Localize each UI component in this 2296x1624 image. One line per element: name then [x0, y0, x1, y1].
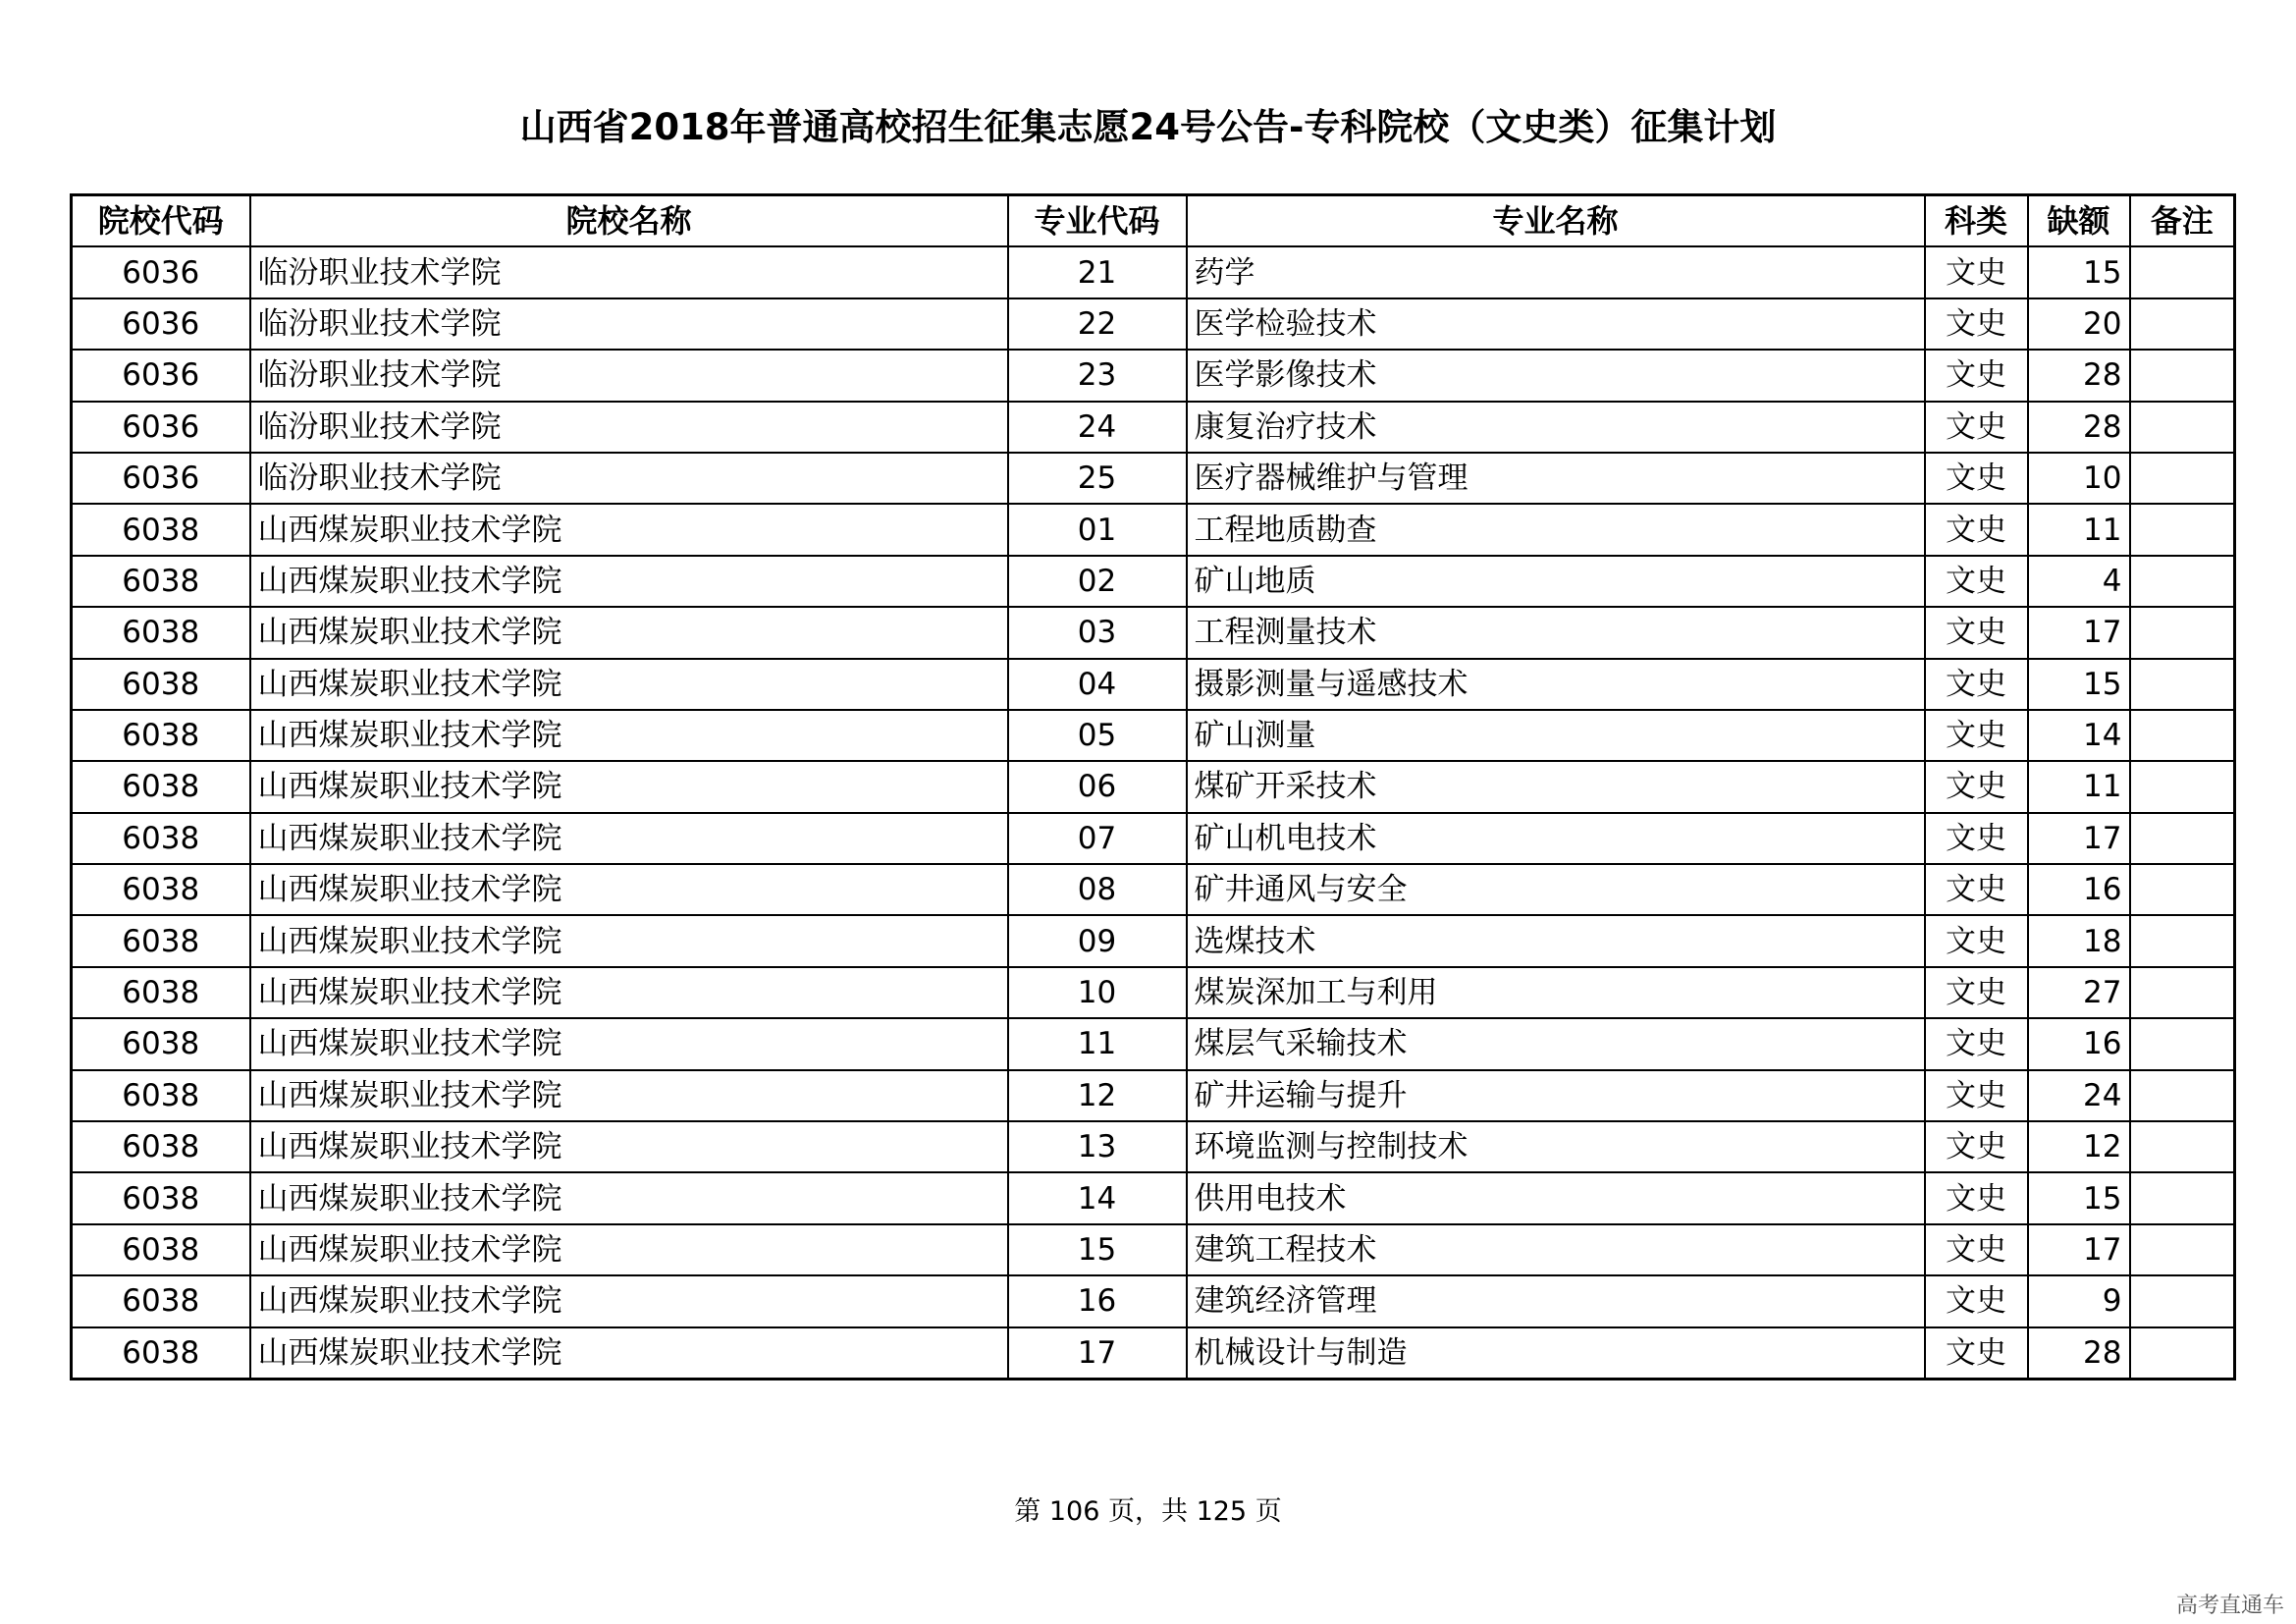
school-code-cell: 6038 — [72, 1275, 250, 1326]
school-code-cell: 6038 — [72, 607, 250, 658]
major-code-cell: 12 — [1008, 1070, 1187, 1121]
school-name-cell: 山西煤炭职业技术学院 — [250, 556, 1008, 607]
major-code-cell: 21 — [1008, 246, 1187, 298]
school-code-cell: 6038 — [72, 967, 250, 1018]
vacancy-cell: 28 — [2028, 350, 2130, 401]
table-row — [72, 659, 2235, 710]
school-code-cell: 6038 — [72, 761, 250, 812]
table-row — [72, 298, 2235, 350]
remarks-cell — [2130, 607, 2235, 658]
category-cell: 文史 — [1925, 402, 2028, 453]
vacancy-cell: 17 — [2028, 813, 2130, 864]
category-cell: 文史 — [1925, 350, 2028, 401]
vacancy-cell: 28 — [2028, 402, 2130, 453]
table-row — [72, 1172, 2235, 1223]
vacancy-cell: 11 — [2028, 761, 2130, 812]
school-code-cell: 6038 — [72, 1224, 250, 1275]
vacancy-cell: 27 — [2028, 967, 2130, 1018]
table-row — [72, 1121, 2235, 1172]
school-name-cell: 山西煤炭职业技术学院 — [250, 1327, 1008, 1380]
school-name-cell: 山西煤炭职业技术学院 — [250, 915, 1008, 966]
major-code-cell: 15 — [1008, 1224, 1187, 1275]
category-cell: 文史 — [1925, 710, 2028, 761]
school-code-cell: 6038 — [72, 504, 250, 555]
major-code-cell: 13 — [1008, 1121, 1187, 1172]
major-name-cell: 供用电技术 — [1187, 1172, 1925, 1223]
category-cell: 文史 — [1925, 246, 2028, 298]
remarks-cell — [2130, 1172, 2235, 1223]
school-name-cell: 山西煤炭职业技术学院 — [250, 1070, 1008, 1121]
category-cell: 文史 — [1925, 1224, 2028, 1275]
major-code-cell: 16 — [1008, 1275, 1187, 1326]
major-code-cell: 08 — [1008, 864, 1187, 915]
table-row — [72, 556, 2235, 607]
school-name-cell: 山西煤炭职业技术学院 — [250, 813, 1008, 864]
table-row — [72, 864, 2235, 915]
table-row — [72, 710, 2235, 761]
school-name-cell: 山西煤炭职业技术学院 — [250, 1224, 1008, 1275]
major-name-cell: 工程测量技术 — [1187, 607, 1925, 658]
vacancy-cell: 15 — [2028, 659, 2130, 710]
school-name-cell: 山西煤炭职业技术学院 — [250, 607, 1008, 658]
major-code-cell: 14 — [1008, 1172, 1187, 1223]
header-school-name: 院校名称 — [250, 195, 1008, 247]
major-code-cell: 23 — [1008, 350, 1187, 401]
remarks-cell — [2130, 1018, 2235, 1069]
school-name-cell: 临汾职业技术学院 — [250, 350, 1008, 401]
major-name-cell: 摄影测量与遥感技术 — [1187, 659, 1925, 710]
table-row — [72, 453, 2235, 504]
vacancy-cell: 12 — [2028, 1121, 2130, 1172]
remarks-cell — [2130, 967, 2235, 1018]
school-code-cell: 6038 — [72, 556, 250, 607]
major-name-cell: 煤炭深加工与利用 — [1187, 967, 1925, 1018]
school-code-cell: 6036 — [72, 350, 250, 401]
table-row — [72, 1224, 2235, 1275]
header-major-name: 专业名称 — [1187, 195, 1925, 247]
major-code-cell: 09 — [1008, 915, 1187, 966]
table-row — [72, 504, 2235, 555]
major-name-cell: 选煤技术 — [1187, 915, 1925, 966]
vacancy-cell: 16 — [2028, 1018, 2130, 1069]
category-cell: 文史 — [1925, 607, 2028, 658]
vacancy-cell: 24 — [2028, 1070, 2130, 1121]
table-row — [72, 915, 2235, 966]
remarks-cell — [2130, 556, 2235, 607]
major-name-cell: 医学影像技术 — [1187, 350, 1925, 401]
remarks-cell — [2130, 864, 2235, 915]
school-code-cell: 6036 — [72, 453, 250, 504]
remarks-cell — [2130, 1121, 2235, 1172]
school-name-cell: 山西煤炭职业技术学院 — [250, 967, 1008, 1018]
major-code-cell: 25 — [1008, 453, 1187, 504]
category-cell: 文史 — [1925, 813, 2028, 864]
vacancy-cell: 16 — [2028, 864, 2130, 915]
school-code-cell: 6038 — [72, 1172, 250, 1223]
major-name-cell: 矿山机电技术 — [1187, 813, 1925, 864]
category-cell: 文史 — [1925, 915, 2028, 966]
school-code-cell: 6038 — [72, 915, 250, 966]
school-code-cell: 6038 — [72, 710, 250, 761]
school-code-cell: 6038 — [72, 1327, 250, 1380]
major-name-cell: 医学检验技术 — [1187, 298, 1925, 350]
vacancy-cell: 17 — [2028, 1224, 2130, 1275]
major-name-cell: 矿山地质 — [1187, 556, 1925, 607]
school-code-cell: 6038 — [72, 1070, 250, 1121]
school-name-cell: 山西煤炭职业技术学院 — [250, 710, 1008, 761]
watermark-text: 高考直通车 — [2175, 1594, 2284, 1618]
table-row — [72, 1070, 2235, 1121]
remarks-cell — [2130, 761, 2235, 812]
table-body — [72, 246, 2235, 1379]
school-code-cell: 6038 — [72, 864, 250, 915]
table-row — [72, 813, 2235, 864]
category-cell: 文史 — [1925, 967, 2028, 1018]
school-name-cell: 山西煤炭职业技术学院 — [250, 1275, 1008, 1326]
major-name-cell: 药学 — [1187, 246, 1925, 298]
remarks-cell — [2130, 1275, 2235, 1326]
remarks-cell — [2130, 1224, 2235, 1275]
major-name-cell: 工程地质勘查 — [1187, 504, 1925, 555]
school-name-cell: 山西煤炭职业技术学院 — [250, 1018, 1008, 1069]
category-cell: 文史 — [1925, 1275, 2028, 1326]
major-name-cell: 机械设计与制造 — [1187, 1327, 1925, 1380]
category-cell: 文史 — [1925, 1070, 2028, 1121]
major-name-cell: 煤层气采输技术 — [1187, 1018, 1925, 1069]
school-code-cell: 6036 — [72, 246, 250, 298]
school-name-cell: 临汾职业技术学院 — [250, 246, 1008, 298]
school-name-cell: 临汾职业技术学院 — [250, 453, 1008, 504]
page-title: 山西省2018年普通高校招生征集志愿24号公告-专科院校（文史类）征集计划 — [519, 106, 1777, 148]
major-name-cell: 建筑工程技术 — [1187, 1224, 1925, 1275]
school-code-cell: 6038 — [72, 659, 250, 710]
table-row — [72, 350, 2235, 401]
major-code-cell: 02 — [1008, 556, 1187, 607]
major-code-cell: 10 — [1008, 967, 1187, 1018]
vacancy-cell: 4 — [2028, 556, 2130, 607]
major-code-cell: 01 — [1008, 504, 1187, 555]
school-name-cell: 山西煤炭职业技术学院 — [250, 504, 1008, 555]
school-code-cell: 6038 — [72, 1018, 250, 1069]
category-cell: 文史 — [1925, 659, 2028, 710]
table-row — [72, 607, 2235, 658]
school-code-cell: 6038 — [72, 1121, 250, 1172]
school-name-cell: 山西煤炭职业技术学院 — [250, 1172, 1008, 1223]
category-cell: 文史 — [1925, 1121, 2028, 1172]
vacancy-cell: 15 — [2028, 246, 2130, 298]
table-row — [72, 1275, 2235, 1326]
major-code-cell: 04 — [1008, 659, 1187, 710]
vacancy-cell: 11 — [2028, 504, 2130, 555]
major-name-cell: 环境监测与控制技术 — [1187, 1121, 1925, 1172]
remarks-cell — [2130, 453, 2235, 504]
table-row — [72, 246, 2235, 298]
vacancy-cell: 18 — [2028, 915, 2130, 966]
category-cell: 文史 — [1925, 504, 2028, 555]
major-name-cell: 矿井运输与提升 — [1187, 1070, 1925, 1121]
category-cell: 文史 — [1925, 761, 2028, 812]
school-code-cell: 6038 — [72, 813, 250, 864]
category-cell: 文史 — [1925, 1327, 2028, 1380]
major-code-cell: 03 — [1008, 607, 1187, 658]
header-category: 科类 — [1925, 195, 2028, 247]
category-cell: 文史 — [1925, 556, 2028, 607]
table-row — [72, 761, 2235, 812]
school-code-cell: 6036 — [72, 402, 250, 453]
major-code-cell: 11 — [1008, 1018, 1187, 1069]
major-code-cell: 22 — [1008, 298, 1187, 350]
school-name-cell: 临汾职业技术学院 — [250, 402, 1008, 453]
remarks-cell — [2130, 915, 2235, 966]
major-name-cell: 医疗器械维护与管理 — [1187, 453, 1925, 504]
enrollment-plan-table — [70, 193, 2236, 1380]
remarks-cell — [2130, 1070, 2235, 1121]
table-row — [72, 402, 2235, 453]
major-name-cell: 康复治疗技术 — [1187, 402, 1925, 453]
vacancy-cell: 20 — [2028, 298, 2130, 350]
remarks-cell — [2130, 246, 2235, 298]
enrollment-plan-table-container — [70, 193, 2233, 1380]
table-row — [72, 967, 2235, 1018]
header-school-code: 院校代码 — [72, 195, 250, 247]
vacancy-cell: 15 — [2028, 1172, 2130, 1223]
table-row — [72, 1327, 2235, 1380]
page-number: 第 106 页，共 125 页 — [1014, 1496, 1282, 1527]
major-name-cell: 煤矿开采技术 — [1187, 761, 1925, 812]
header-remarks: 备注 — [2130, 195, 2235, 247]
major-code-cell: 07 — [1008, 813, 1187, 864]
major-code-cell: 24 — [1008, 402, 1187, 453]
school-name-cell: 山西煤炭职业技术学院 — [250, 1121, 1008, 1172]
school-name-cell: 山西煤炭职业技术学院 — [250, 761, 1008, 812]
major-name-cell: 矿井通风与安全 — [1187, 864, 1925, 915]
vacancy-cell: 9 — [2028, 1275, 2130, 1326]
category-cell: 文史 — [1925, 1172, 2028, 1223]
major-code-cell: 17 — [1008, 1327, 1187, 1380]
school-name-cell: 临汾职业技术学院 — [250, 298, 1008, 350]
category-cell: 文史 — [1925, 298, 2028, 350]
header-vacancy: 缺额 — [2028, 195, 2130, 247]
major-code-cell: 06 — [1008, 761, 1187, 812]
school-name-cell: 山西煤炭职业技术学院 — [250, 864, 1008, 915]
remarks-cell — [2130, 710, 2235, 761]
major-name-cell: 建筑经济管理 — [1187, 1275, 1925, 1326]
vacancy-cell: 28 — [2028, 1327, 2130, 1380]
major-name-cell: 矿山测量 — [1187, 710, 1925, 761]
header-major-code: 专业代码 — [1008, 195, 1187, 247]
remarks-cell — [2130, 1327, 2235, 1380]
remarks-cell — [2130, 402, 2235, 453]
vacancy-cell: 10 — [2028, 453, 2130, 504]
remarks-cell — [2130, 504, 2235, 555]
category-cell: 文史 — [1925, 864, 2028, 915]
category-cell: 文史 — [1925, 453, 2028, 504]
major-code-cell: 05 — [1008, 710, 1187, 761]
school-name-cell: 山西煤炭职业技术学院 — [250, 659, 1008, 710]
remarks-cell — [2130, 813, 2235, 864]
remarks-cell — [2130, 659, 2235, 710]
vacancy-cell: 14 — [2028, 710, 2130, 761]
remarks-cell — [2130, 350, 2235, 401]
table-row — [72, 1018, 2235, 1069]
category-cell: 文史 — [1925, 1018, 2028, 1069]
table-header-row — [72, 195, 2235, 247]
remarks-cell — [2130, 298, 2235, 350]
school-code-cell: 6036 — [72, 298, 250, 350]
vacancy-cell: 17 — [2028, 607, 2130, 658]
